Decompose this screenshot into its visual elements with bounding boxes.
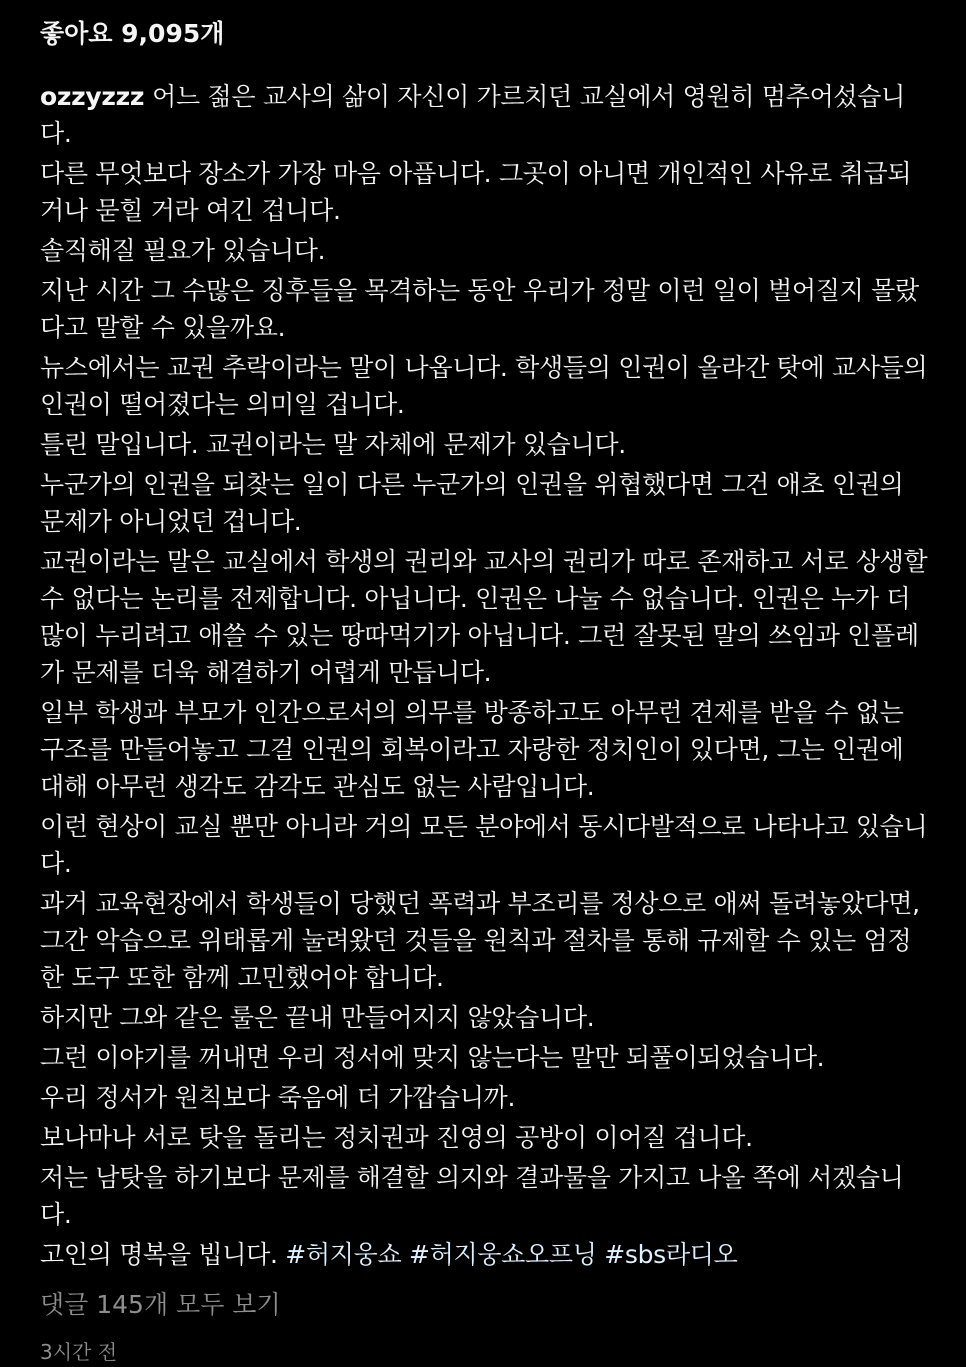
caption-paragraph: 틀린 말입니다. 교권이라는 말 자체에 문제가 있습니다. bbox=[40, 430, 626, 459]
hashtag-link[interactable]: #허지웅쇼오프닝 bbox=[408, 1240, 597, 1269]
caption-paragraph: 보나마나 서로 탓을 돌리는 정치권과 진영의 공방이 이어질 겁니다. bbox=[40, 1123, 753, 1152]
post-footer bbox=[40, 14, 930, 1367]
post-timestamp: 3시간 전 bbox=[40, 1340, 118, 1364]
caption-paragraph: 일부 학생과 부모가 인간으로서의 의무를 방종하고도 아무런 견제를 받을 수 없는 구조를 만들어놓고 그걸 인권의 회복이라고 자랑한 정치인이 있다면, 그는 인권에 대해 아무런 생각도 감각도 관심도 없는 사람입니다. bbox=[40, 698, 904, 801]
caption-paragraph: 그런 이야기를 꺼내면 우리 정서에 맞지 않는다는 말만 되풀이되었습니다. bbox=[40, 1043, 825, 1072]
caption-paragraph bbox=[40, 78, 930, 152]
caption-paragraph: 솔직해질 필요가 있습니다. bbox=[40, 236, 326, 265]
post-caption bbox=[40, 78, 930, 1273]
caption-paragraph: 뉴스에서는 교권 추락이라는 말이 나옵니다. 학생들의 인권이 올라간 탓에 교사들의 인권이 떨어졌다는 의미일 겁니다. bbox=[40, 353, 928, 419]
caption-paragraph: 과거 교육현장에서 학생들이 당했던 폭력과 부조리를 정상으로 애써 돌려놓았다면, 그간 악습으로 위태롭게 눌려왔던 것들을 원칙과 절차를 통해 규제할 수 있는 엄정한 도구 또한 함께 고민했어야 합니다. bbox=[40, 889, 920, 992]
username-link[interactable]: ozzyzzz bbox=[40, 82, 145, 111]
hashtag-link[interactable]: #sbs라디오 bbox=[604, 1240, 738, 1269]
caption-paragraph: 지난 시간 그 수많은 징후들을 목격하는 동안 우리가 정말 이런 일이 벌어질지 몰랐다고 말할 수 있을까요. bbox=[40, 276, 919, 342]
caption-paragraph bbox=[40, 1236, 930, 1273]
hashtag-link[interactable]: #허지웅쇼 bbox=[285, 1240, 402, 1269]
caption-paragraph: 저는 남탓을 하기보다 문제를 해결할 의지와 결과물을 가지고 나올 쪽에 서겠습니다. bbox=[40, 1163, 904, 1229]
caption-paragraph: 교권이라는 말은 교실에서 학생의 권리와 교사의 권리가 따로 존재하고 서로 상생할 수 없다는 논리를 전제합니다. 아닙니다. 인권은 나눌 수 없습니다. 인권은 누가 더 많이 누리려고 애쓸 수 있는 땅따먹기가 아닙니다. 그런 잘못된 말의 쓰임과 인플레가 문제를 더욱 해결하기 어렵게 만듭니다. bbox=[40, 547, 928, 687]
caption-paragraph: 우리 정서가 원칙보다 죽음에 더 가깝습니까. bbox=[40, 1083, 516, 1112]
view-all-comments-link[interactable]: 댓글 145개 모두 보기 bbox=[40, 1290, 281, 1319]
caption-paragraph: 다른 무엇보다 장소가 가장 마음 아픕니다. 그곳이 아니면 개인적인 사유로 취급되거나 묻힐 거라 여긴 겁니다. bbox=[40, 159, 912, 225]
caption-text: 어느 젊은 교사의 삶이 자신이 가르치던 교실에서 영원히 멈추어섰습니다. bbox=[40, 82, 905, 148]
caption-paragraph: 누군가의 인권을 되찾는 일이 다른 누군가의 인권을 위협했다면 그건 애초 인권의 문제가 아니었던 겁니다. bbox=[40, 470, 904, 536]
caption-closing-text: 고인의 명복을 빕니다. bbox=[40, 1240, 278, 1269]
caption-paragraph: 하지만 그와 같은 룰은 끝내 만들어지지 않았습니다. bbox=[40, 1003, 595, 1032]
caption-paragraph: 이런 현상이 교실 뿐만 아니라 거의 모든 분야에서 동시다발적으로 나타나고 있습니다. bbox=[40, 812, 928, 878]
like-count[interactable]: 좋아요 9,095개 bbox=[40, 19, 225, 48]
